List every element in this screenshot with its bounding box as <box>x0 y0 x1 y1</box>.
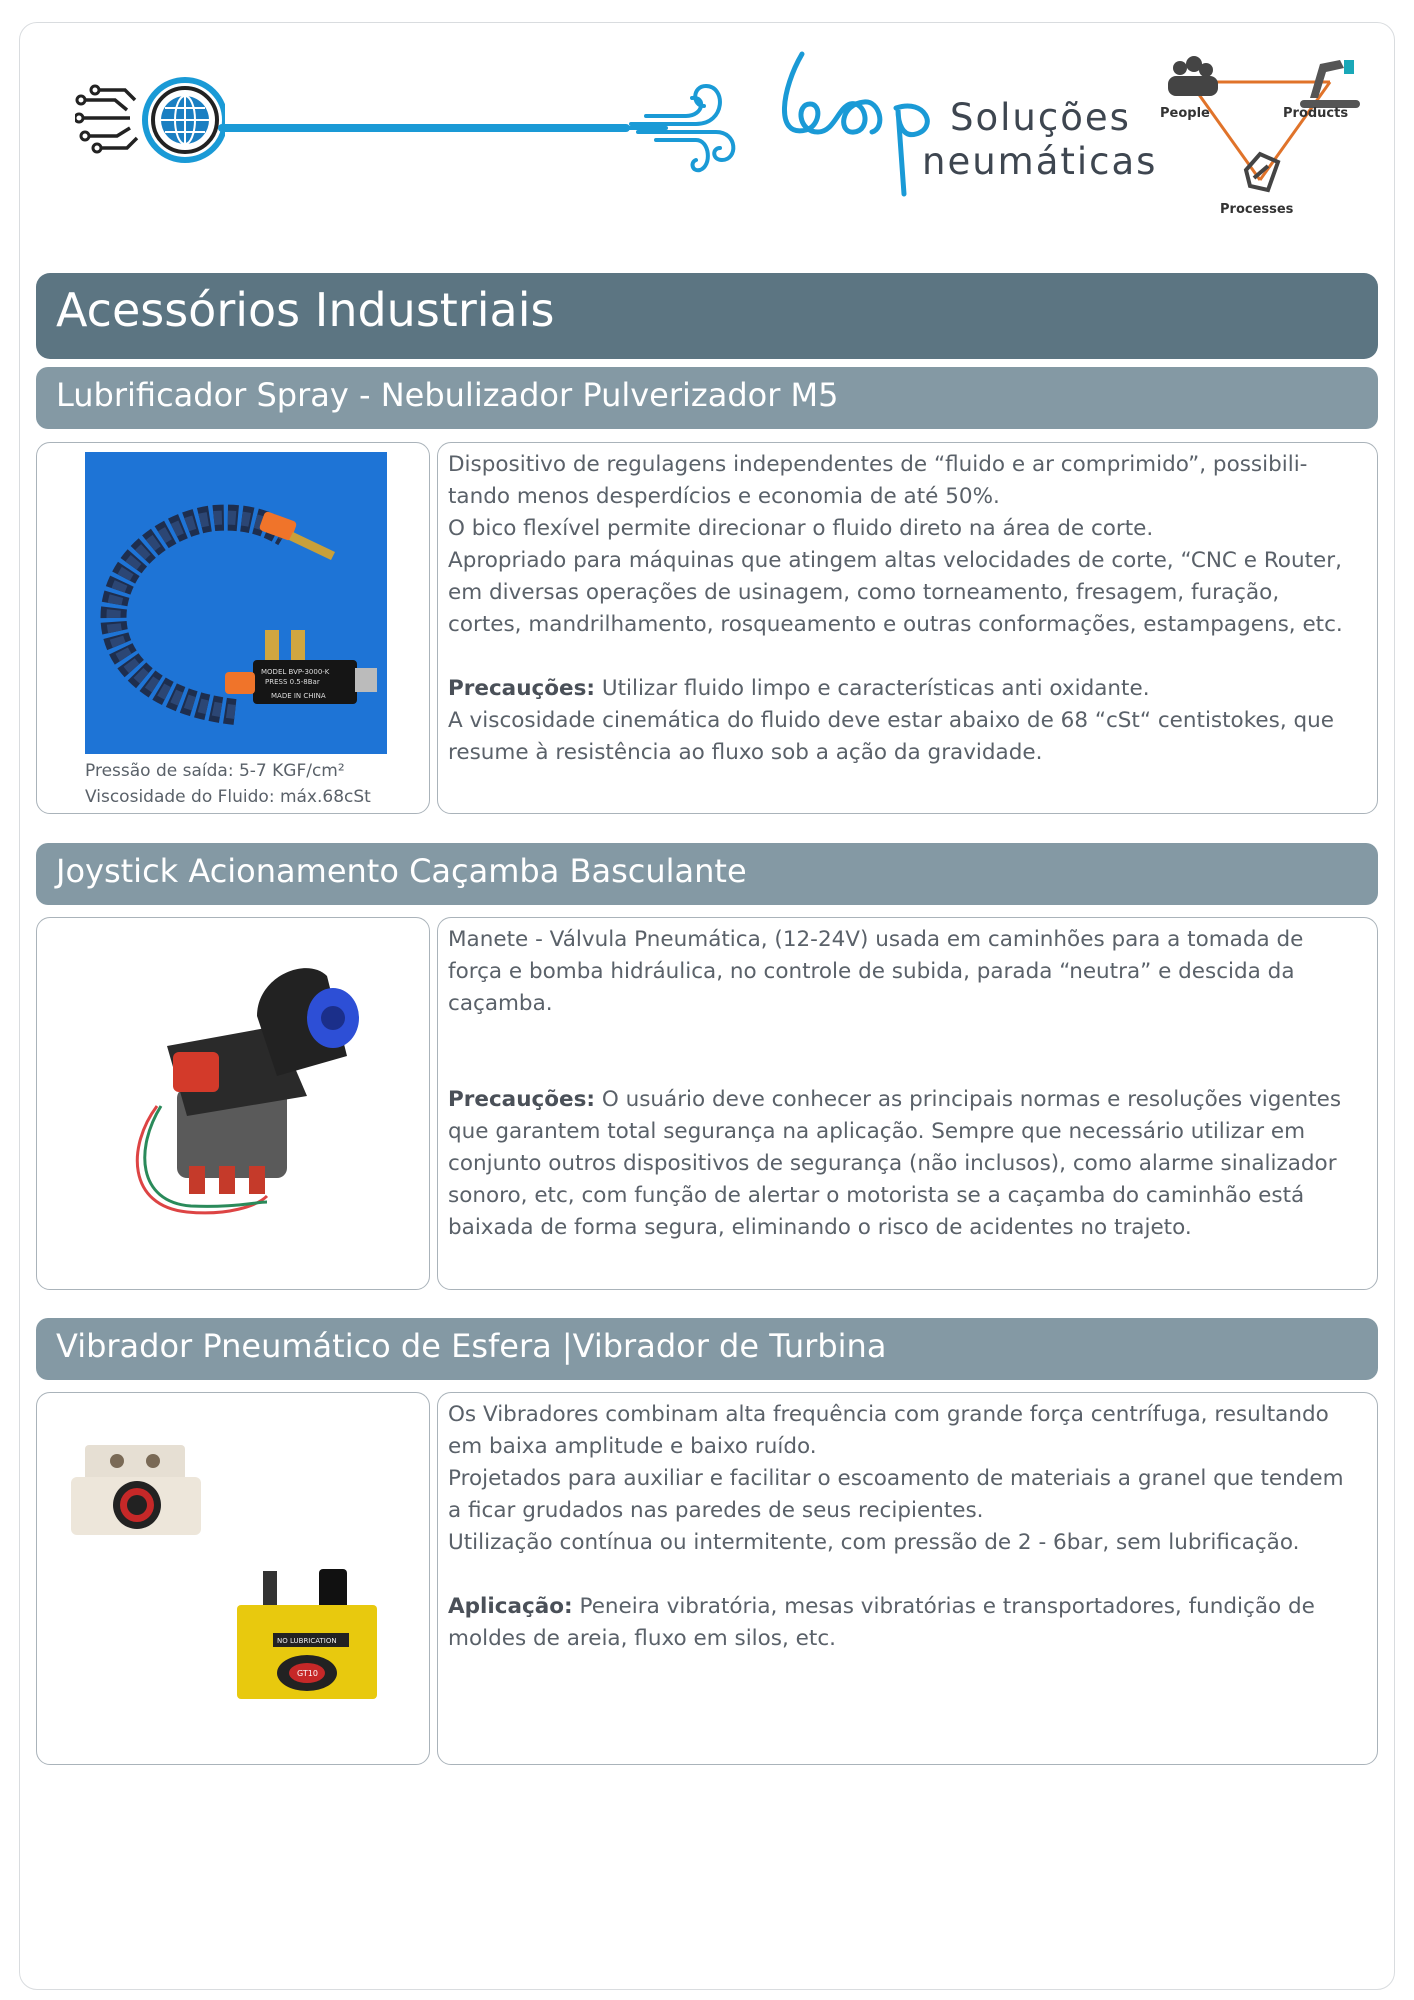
description-line: cortes, mandrilhamento, rosqueamento e outras conformações, estampagens, etc. <box>448 612 1343 637</box>
joystick-valve-image <box>107 956 407 1256</box>
image-box-lubrificador <box>36 442 430 814</box>
image-label-no-lubrication: NO LUBRICATION <box>277 1637 337 1645</box>
globe-circuit-icon <box>75 70 225 170</box>
image-label-model: MODEL BVP-3000-K <box>261 668 330 676</box>
description-line: Os Vibradores combinam alta frequência com grande força centrífuga, resultando <box>448 1402 1329 1427</box>
caption-viscosidade: Viscosidade do Fluido: máx.68cSt <box>85 787 371 807</box>
application-line: moldes de areia, fluxo em silos, etc. <box>448 1626 836 1651</box>
application-label: Aplicação: <box>448 1594 573 1619</box>
section-title-lubrificador: Lubrificador Spray - Nebulizador Pulverizador M5 <box>36 367 1378 429</box>
image-box-vibrador <box>36 1392 430 1765</box>
description-line: Apropriado para máquinas que atingem altas velocidades de corte, “CNC e Router, <box>448 548 1342 573</box>
image-label-gt10: GT10 <box>297 1669 318 1678</box>
ppp-products-label: Products <box>1283 106 1349 121</box>
description-line: Utilização contínua ou intermitente, com pressão de 2 - 6bar, sem lubrificação. <box>448 1530 1300 1555</box>
section-title-vibrador: Vibrador Pneumático de Esfera |Vibrador de Turbina <box>36 1318 1378 1380</box>
brand-name-line1: Soluções <box>950 96 1131 139</box>
precaution-line: sonoro, etc, com função de alertar o motorista se a caçamba do caminhão está <box>448 1183 1305 1208</box>
description-line: em diversas operações de usinagem, como torneamento, fresagem, furação, <box>448 580 1280 605</box>
precaution-line: A viscosidade cinemática do fluido deve estar abaixo de 68 “cSt“ centistokes, que <box>448 708 1334 733</box>
people-products-processes-logo <box>1160 50 1360 220</box>
section-title-joystick: Joystick Acionamento Caçamba Basculante <box>36 843 1378 905</box>
image-box-joystick <box>36 917 430 1290</box>
precaution-line: que garantem total segurança na aplicação. Sempre que necessário utilizar em <box>448 1119 1306 1144</box>
precaution-text: Utilizar fluido limpo e características anti oxidante. <box>595 676 1150 701</box>
description-line: força e bomba hidráulica, no controle de subida, parada “neutra” e descida da <box>448 959 1295 984</box>
precaution-line <box>448 1084 1367 1116</box>
spray-lubricator-image <box>85 452 387 754</box>
description-box-vibrador <box>437 1392 1378 1765</box>
description-line: a ficar grudados nas paredes de seus recipientes. <box>448 1498 984 1523</box>
brand-line <box>218 124 630 132</box>
white-ball-vibrator-image <box>67 1437 217 1547</box>
description-line: Manete - Válvula Pneumática, (12-24V) usada em caminhões para a tomada de <box>448 927 1304 952</box>
precaution-label: Precauções: <box>448 676 595 701</box>
image-label-made-in: MADE IN CHINA <box>271 692 326 700</box>
application-text: Peneira vibratória, mesas vibratórias e transportadores, fundição de <box>572 1594 1315 1619</box>
brand-name-line2: neumáticas <box>922 140 1158 183</box>
description-line: Projetados para auxiliar e facilitar o escoamento de materiais a granel que tendem <box>448 1466 1344 1491</box>
header <box>0 0 1414 250</box>
wind-swirl-icon <box>626 66 746 186</box>
precaution-text: O usuário deve conhecer as principais normas e resoluções vigentes <box>595 1087 1342 1112</box>
precaution-line: baixada de forma segura, eliminando o risco de acidentes no trajeto. <box>448 1215 1192 1240</box>
description-line: O bico flexível permite direcionar o fluido direto na área de corte. <box>448 516 1154 541</box>
caption-pressao: Pressão de saída: 5-7 KGF/cm² <box>85 761 345 781</box>
application-line <box>448 1591 1367 1623</box>
precaution-line: resume à resistência ao fluxo sob a ação da gravidade. <box>448 740 1043 765</box>
yellow-turbine-vibrator-image <box>233 1569 383 1709</box>
image-label-press: PRESS 0.5-8Bar <box>265 678 320 686</box>
description-line: caçamba. <box>448 991 553 1016</box>
ppp-triangle-icon <box>1160 50 1360 220</box>
ppp-people-label: People <box>1160 106 1210 121</box>
description-line: em baixa amplitude e baixo ruído. <box>448 1434 817 1459</box>
description-line: Dispositivo de regulagens independentes de “fluido e ar comprimido”, possibili- <box>448 452 1308 477</box>
description-box-lubrificador <box>437 442 1378 814</box>
page-title: Acessórios Industriais <box>36 273 1378 359</box>
precaution-line: conjunto outros dispositivos de segurança (não inclusos), como alarme sinalizador <box>448 1151 1337 1176</box>
description-line: tando menos desperdícios e economia de até 50%. <box>448 484 1000 509</box>
ppp-processes-label: Processes <box>1220 202 1294 217</box>
precaution-label: Precauções: <box>448 1087 595 1112</box>
precaution-line <box>448 673 1367 705</box>
description-box-joystick <box>437 917 1378 1290</box>
